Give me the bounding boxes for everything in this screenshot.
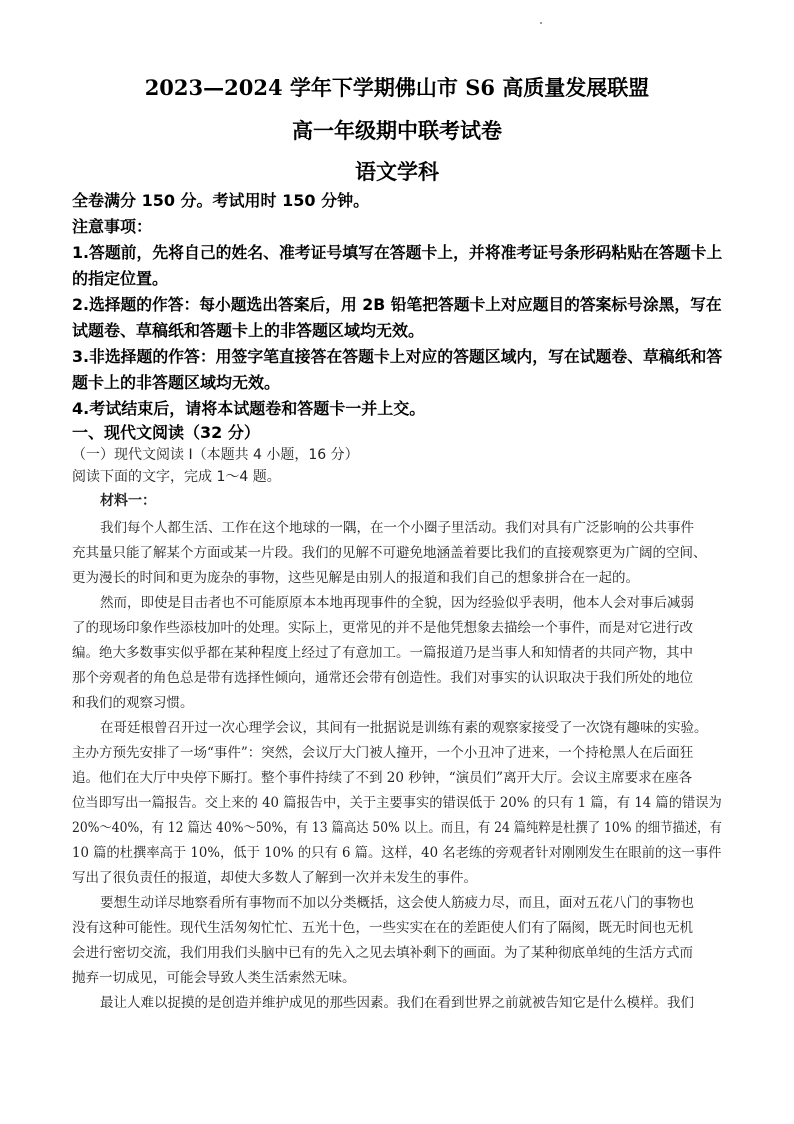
passage-line: 20%～40%，有 12 篇达 40%～50%，有 13 篇高达 50% 以上。而且，有 24 篇纯粹是杜撰了 10% 的细节描述，有 (72, 820, 722, 836)
notice-item-2b: 试题卷、草稿纸和答题卡上的非答题区域均无效。 (72, 321, 425, 340)
exam-header-line1: 2023—2024 学年下学期佛山市 S6 高质量发展联盟 (144, 75, 650, 100)
passage-line: 在哥廷根曾召开过一次心理学会议，其间有一批据说是训练有素的观察家接受了一次饶有趣味的实验。 (100, 720, 708, 736)
passage-line: 没有这种可能性。现代生活匆匆忙忙、五光十色，一些实实在在的差距使人们有了隔阂，既无时间也无机 (72, 920, 693, 936)
passage-line: 编。绝大多数事实似乎都在某种程度上经过了有意加工。一篇报道乃是当事人和知情者的共同产物，其中 (72, 645, 693, 661)
notice-item-3a: 3.非选择题的作答：用签字笔直接答在答题卡上对应的答题区域内，写在试题卷、草稿纸和答 (72, 347, 723, 366)
passage-line: 写出了很负责任的报道，却使大多数人了解到一次并未发生的事件。 (72, 870, 477, 886)
notice-heading: 注意事项： (72, 217, 153, 236)
passage-line: 我们每个人都生活、工作在这个地球的一隅，在一个小圈子里活动。我们对具有广泛影响的公共事件 (100, 520, 694, 536)
section-title: 一、现代文阅读（32 分） (72, 423, 260, 442)
score-time-note: 全卷满分 150 分。考试用时 150 分钟。 (72, 191, 370, 210)
passage-line: 10 篇的杜撰率高于 10%，低于 10% 的只有 6 篇。这样，40 名老练的旁观者针对刚刚发生在眼前的这一事件 (72, 845, 722, 861)
exam-header-line2: 高一年级期中联考试卷 (292, 118, 502, 143)
passage-line: 了的现场印象作些添枝加叶的处理。实际上，更常见的并不是他凭想象去描绘一个事件，而是对它进行改 (72, 620, 693, 636)
notice-item-4: 4.考试结束后，请将本试题卷和答题卡一并上交。 (72, 399, 426, 418)
notice-item-1b: 的指定位置。 (72, 269, 169, 288)
passage-line: 然而，即使是目击者也不可能原原本本地再现事件的全貌，因为经验似乎表明，他本人会对事后减弱 (100, 595, 694, 611)
reading-direction: 阅读下面的文字，完成 1～4 题。 (72, 469, 281, 485)
passage-line: 最让人难以捉摸的是创造并维护成见的那些因素。我们在看到世界之前就被告知它是什么模样。我们 (100, 995, 694, 1011)
section-subtitle: （一）现代文阅读 I（本题共 4 小题，16 分） (72, 447, 359, 463)
passage-line: 会进行密切交流，我们用我们头脑中已有的先入之见去填补剩下的画面。为了某种彻底单纯的生活方式而 (72, 945, 693, 961)
passage-line: 位当即写出一篇报告。交上来的 40 篇报告中，关于主要事实的错误低于 20% 的只有 1 篇，有 14 篇的错误为 (72, 795, 722, 811)
notice-item-1a: 1.答题前，先将自己的姓名、准考证号填写在答题卡上，并将准考证号条形码粘贴在答题卡上 (72, 243, 723, 262)
passage-line: 充其量只能了解某个方面或某一片段。我们的见解不可避免地涵盖着要比我们的直接观察更为广阔的空间、 (72, 545, 707, 561)
passage-line: 抛弃一切成见，可能会导致人类生活索然无味。 (72, 970, 356, 986)
passage-line: 那个旁观者的角色总是带有选择性倾向，通常还会带有创造性。我们对事实的认识取决于我们所处的地位 (72, 670, 693, 686)
passage-line: 主办方预先安排了一场“事件”：突然，会议厅大门被人撞开，一个小丑冲了进来，一个持枪黑人在后面狂 (72, 745, 694, 761)
passage-line: 追。他们在大厅中央停下厮打。整个事件持续了不到 20 秒钟，“演员们”离开大厅。会议主席要求在座各 (72, 770, 693, 786)
exam-subject: 语文学科 (355, 159, 439, 184)
notice-item-3b: 题卡上的非答题区域均无效。 (72, 373, 281, 392)
passage-line: 更为漫长的时间和更为庞杂的事物，这些见解是由别人的报道和我们自己的想象拼合在一起的。 (72, 570, 639, 586)
notice-item-2a: 2.选择题的作答：每小题选出答案后，用 2B 铅笔把答题卡上对应题目的答案标号涂黑，写在 (72, 295, 722, 314)
material-label: 材料一： (100, 493, 156, 509)
scan-mark (540, 22, 542, 24)
passage-line: 要想生动详尽地察看所有事物而不加以分类概括，这会使人筋疲力尽，而且，面对五花八门的事物也 (100, 895, 694, 911)
passage-line: 和我们的观察习惯。 (72, 695, 194, 711)
